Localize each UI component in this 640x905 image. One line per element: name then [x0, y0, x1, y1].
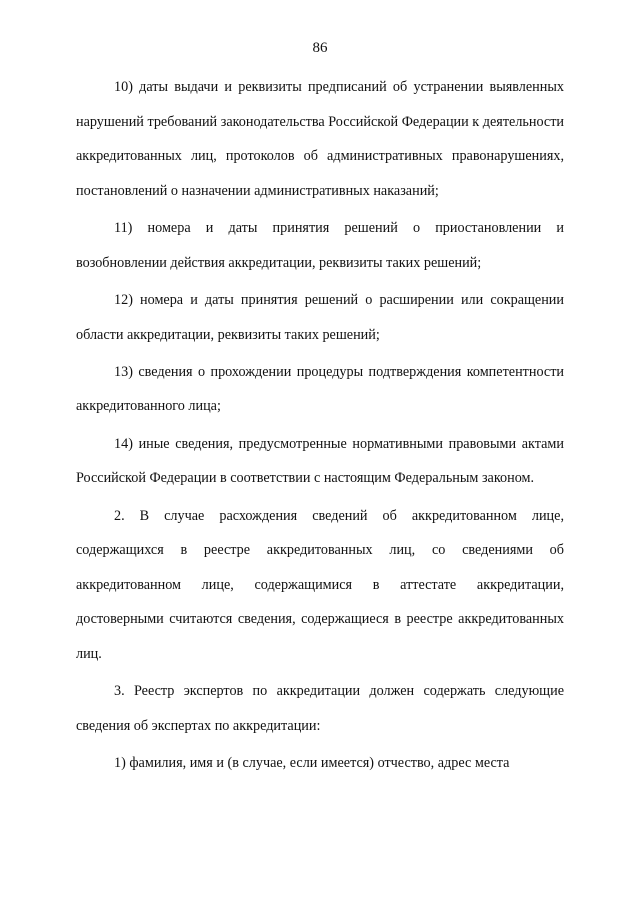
paragraph-item-12: 12) номера и даты принятия решений о расширении или сокращении области аккредитации, реквизиты таких решений;	[76, 291, 564, 343]
document-body	[76, 70, 564, 783]
paragraph-section-2: 2. В случае расхождения сведений об аккредитованном лице, содержащихся в реестре аккредитованных лиц, со сведениями об аккредитованном лице, содержащимися в аттестате аккредитации, достоверными считаются сведения, содержащиеся в реестре аккредитованных лиц.	[76, 507, 564, 662]
paragraph-item-11: 11) номера и даты принятия решений о приостановлении и возобновлении действия аккредитации, реквизиты таких решений;	[76, 220, 564, 271]
paragraph-item-10: 10) даты выдачи и реквизиты предписаний об устранении выявленных нарушений требований законодательства Российской Федерации к деятельности аккредитованных лиц, протоколов об административных правонарушениях, постановлений о назначении административных наказаний;	[76, 79, 564, 199]
paragraph-item-1: 1) фамилия, имя и (в случае, если имеется) отчество, адрес места	[114, 755, 510, 772]
paragraph-section-3: 3. Реестр экспертов по аккредитации должен содержать следующие сведения об экспертах по аккредитации:	[76, 683, 564, 734]
paragraph-item-14: 14) иные сведения, предусмотренные нормативными правовыми актами Российской Федерации в соответствии с настоящим Федеральным законом.	[76, 435, 564, 487]
page-number: 86	[312, 40, 328, 56]
paragraph-item-13: 13) сведения о прохождении процедуры подтверждения компетентности аккредитованного лица;	[76, 363, 564, 415]
